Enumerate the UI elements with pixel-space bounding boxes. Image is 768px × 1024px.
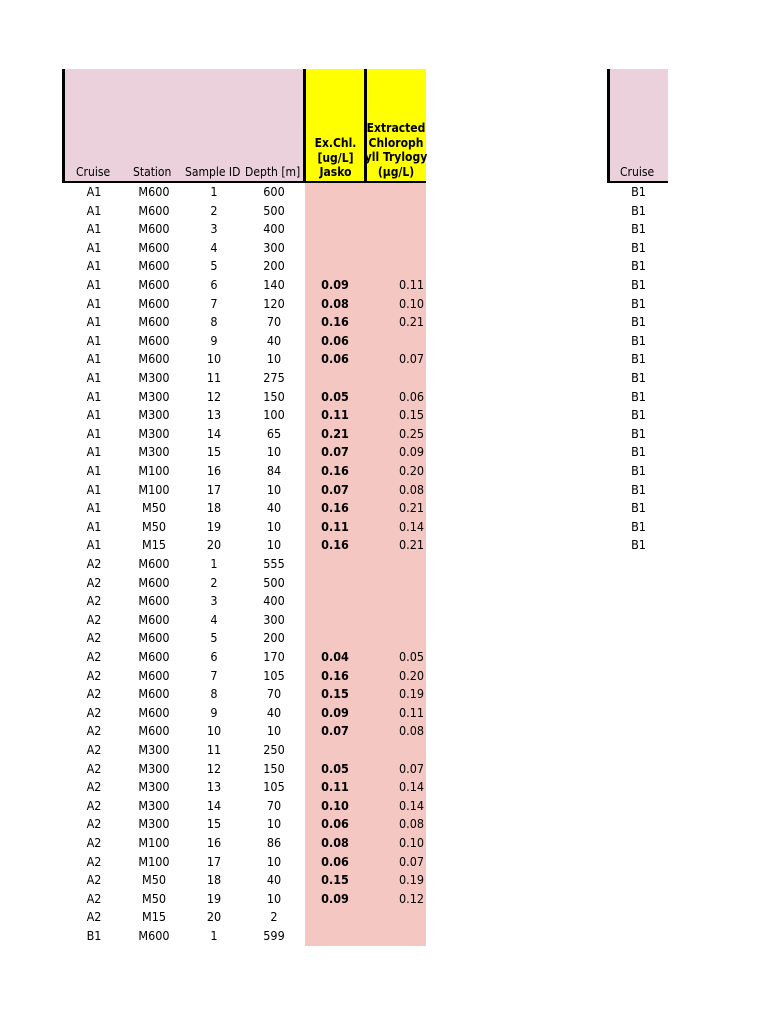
cell-depth: 120 [263, 295, 285, 311]
cell-station: M600 [138, 351, 170, 367]
cell-sample-id: 10 [206, 723, 222, 739]
cell-station: M600 [138, 239, 170, 255]
cell-station: M600 [138, 295, 170, 311]
right-cell-cruise: B1 [631, 239, 646, 255]
cell-extracted: 0.08 [398, 723, 424, 739]
right-cell-cruise: B1 [631, 518, 646, 534]
cell-station: M100 [138, 853, 170, 869]
cell-depth: 300 [263, 239, 285, 255]
cell-cruise: A2 [86, 723, 102, 739]
cell-station: M600 [138, 649, 170, 664]
cell-exchl [305, 592, 365, 611]
cell-cruise: A2 [86, 797, 102, 813]
cell-depth: 300 [263, 611, 285, 627]
cell-station: M600 [138, 928, 170, 943]
right-cell-cruise: B1 [631, 388, 646, 404]
cell-exchl: 0.15 [321, 686, 349, 702]
cell-station: M300 [138, 742, 170, 757]
header-extracted-line-1: Extracted [366, 121, 426, 135]
cell-exchl: 0.05 [321, 760, 349, 776]
cell-exchl: 0.09 [321, 277, 349, 292]
cell-exchl: 0.16 [321, 463, 349, 478]
cell-cruise: A2 [86, 872, 102, 888]
cell-sample-id: 3 [210, 221, 218, 237]
cell-sample-id: 20 [206, 537, 222, 553]
right-cell-cruise: B1 [631, 370, 646, 385]
cell-depth: 84 [266, 463, 282, 478]
cell-cruise: A2 [86, 630, 102, 646]
right-cell-cruise: B1 [631, 500, 646, 516]
cell-exchl [305, 611, 365, 630]
header-exchl-line-1: Ex.Chl. [314, 136, 357, 150]
cell-sample-id: 4 [210, 239, 218, 255]
cell-cruise: A2 [86, 760, 102, 776]
cell-cruise: A1 [86, 239, 102, 255]
cell-depth: 40 [266, 704, 282, 720]
cell-exchl [305, 574, 365, 593]
cell-sample-id: 13 [206, 779, 222, 795]
cell-cruise: A1 [86, 351, 102, 367]
cell-exchl: 0.11 [321, 779, 349, 795]
cell-station: M600 [138, 723, 170, 739]
cell-station: M600 [138, 630, 170, 646]
header-extracted-line-2: Chloroph [368, 135, 424, 150]
cell-cruise: A2 [86, 835, 102, 850]
cell-extracted [366, 202, 424, 221]
cell-extracted [366, 369, 424, 388]
cell-sample-id: 15 [206, 816, 222, 832]
cell-sample-id: 12 [206, 760, 222, 776]
cell-station: M600 [138, 556, 170, 571]
cell-exchl [305, 257, 365, 276]
cell-sample-id: 16 [206, 463, 222, 478]
cell-depth: 10 [266, 481, 282, 497]
cell-depth: 10 [266, 890, 282, 906]
cell-cruise: A1 [86, 332, 102, 348]
header-border-left [62, 69, 65, 183]
cell-extracted [366, 332, 424, 351]
cell-depth: 70 [266, 686, 282, 702]
right-cell-cruise: B1 [631, 351, 646, 367]
cell-cruise: A1 [86, 221, 102, 237]
cell-exchl: 0.07 [321, 481, 349, 497]
cell-cruise: A1 [86, 537, 102, 553]
cell-cruise: A1 [86, 500, 102, 516]
cell-extracted: 0.19 [398, 686, 424, 702]
cell-extracted: 0.10 [398, 295, 424, 311]
header-exchl [305, 136, 366, 180]
cell-depth: 105 [263, 667, 285, 683]
cell-cruise: A1 [86, 202, 102, 218]
cell-depth: 70 [266, 797, 282, 813]
cell-cruise: A2 [86, 742, 102, 757]
header-sample-id: Sample ID [185, 165, 241, 179]
header-border-right-left [607, 69, 610, 183]
cell-exchl: 0.06 [321, 853, 349, 869]
cell-extracted [366, 239, 424, 258]
cell-station: M300 [138, 816, 170, 832]
right-cell-cruise: B1 [631, 277, 646, 292]
cell-exchl: 0.10 [321, 797, 349, 813]
header-extracted-line-3: yll Trylogy [364, 150, 428, 164]
cell-extracted [366, 592, 424, 611]
cell-exchl: 0.21 [321, 425, 349, 441]
cell-exchl: 0.06 [321, 816, 349, 832]
cell-sample-id: 3 [210, 593, 218, 609]
cell-cruise: A2 [86, 649, 102, 664]
cell-cruise: A1 [86, 388, 102, 404]
cell-station: M300 [138, 779, 170, 795]
cell-station: M300 [138, 797, 170, 813]
cell-depth: 40 [266, 872, 282, 888]
cell-sample-id: 8 [210, 314, 218, 330]
cell-extracted: 0.21 [398, 537, 424, 553]
cell-station: M600 [138, 686, 170, 702]
cell-sample-id: 9 [210, 704, 218, 720]
cell-exchl [305, 629, 365, 648]
cell-exchl: 0.09 [321, 704, 349, 720]
cell-depth: 2 [270, 909, 278, 925]
cell-cruise: A1 [86, 518, 102, 534]
cell-exchl: 0.08 [321, 295, 349, 311]
right-cell-cruise: B1 [631, 295, 646, 311]
cell-exchl: 0.11 [321, 518, 349, 534]
cell-sample-id: 4 [210, 611, 218, 627]
cell-sample-id: 12 [206, 388, 222, 404]
cell-depth: 10 [266, 518, 282, 534]
cell-extracted: 0.07 [398, 760, 424, 776]
cell-sample-id: 10 [206, 351, 222, 367]
cell-station: M600 [138, 258, 170, 274]
right-cell-cruise: B1 [631, 314, 646, 330]
cell-exchl [305, 183, 365, 202]
cell-station: M600 [138, 184, 170, 199]
right-cell-cruise: B1 [631, 425, 646, 441]
cell-sample-id: 9 [210, 332, 218, 348]
cell-cruise: A2 [86, 667, 102, 683]
cell-cruise: B1 [86, 928, 102, 943]
header-depth: Depth [m] [245, 165, 301, 179]
cell-station: M300 [138, 444, 170, 460]
cell-station: M300 [138, 760, 170, 776]
cell-extracted: 0.09 [398, 444, 424, 460]
cell-extracted: 0.21 [398, 500, 424, 516]
header-cruise: Cruise [76, 165, 111, 179]
cell-extracted: 0.14 [398, 779, 424, 795]
cell-extracted: 0.06 [398, 388, 424, 404]
cell-cruise: A1 [86, 425, 102, 441]
cell-station: M300 [138, 425, 170, 441]
cell-sample-id: 11 [206, 370, 222, 385]
cell-cruise: A1 [86, 295, 102, 311]
cell-extracted [366, 629, 424, 648]
cell-extracted: 0.11 [398, 277, 424, 292]
cell-depth: 86 [266, 835, 282, 850]
cell-station: M100 [138, 481, 170, 497]
cell-sample-id: 1 [210, 928, 218, 943]
cell-depth: 10 [266, 853, 282, 869]
cell-exchl [305, 202, 365, 221]
cell-sample-id: 20 [206, 909, 222, 925]
cell-station: M300 [138, 370, 170, 385]
cell-depth: 500 [263, 202, 285, 218]
cell-depth: 250 [263, 742, 285, 757]
cell-sample-id: 1 [210, 184, 218, 199]
cell-extracted: 0.07 [398, 351, 424, 367]
cell-sample-id: 14 [206, 425, 222, 441]
cell-station: M600 [138, 611, 170, 627]
cell-extracted: 0.14 [398, 518, 424, 534]
cell-extracted [366, 741, 424, 760]
cell-cruise: A2 [86, 593, 102, 609]
header-station: Station [133, 165, 172, 179]
cell-depth: 140 [263, 277, 285, 292]
cell-exchl: 0.04 [321, 649, 349, 664]
cell-exchl [305, 369, 365, 388]
cell-extracted: 0.10 [398, 835, 424, 850]
cell-sample-id: 18 [206, 872, 222, 888]
cell-exchl: 0.05 [321, 388, 349, 404]
cell-station: M50 [141, 500, 166, 516]
cell-cruise: A2 [86, 890, 102, 906]
cell-extracted [366, 927, 424, 946]
cell-exchl: 0.07 [321, 723, 349, 739]
header-exchl-line-2: [ug/L] [317, 150, 354, 165]
cell-extracted [366, 257, 424, 276]
cell-extracted: 0.21 [398, 314, 424, 330]
cell-sample-id: 1 [210, 556, 218, 571]
cell-cruise: A1 [86, 314, 102, 330]
cell-cruise: A1 [86, 463, 102, 478]
cell-depth: 500 [263, 574, 285, 590]
cell-cruise: A1 [86, 184, 102, 199]
cell-extracted: 0.07 [398, 853, 424, 869]
cell-exchl [305, 927, 365, 946]
cell-station: M600 [138, 277, 170, 292]
cell-depth: 40 [266, 332, 282, 348]
cell-exchl: 0.06 [321, 351, 349, 367]
cell-extracted: 0.11 [398, 704, 424, 720]
cell-sample-id: 19 [206, 518, 222, 534]
cell-station: M300 [138, 388, 170, 404]
right-cell-cruise: B1 [631, 184, 646, 199]
header-extracted-chlorophyll [364, 121, 428, 179]
cell-cruise: A1 [86, 277, 102, 292]
cell-exchl: 0.16 [321, 500, 349, 516]
cell-sample-id: 5 [210, 630, 218, 646]
right-cell-cruise: B1 [631, 332, 646, 348]
cell-extracted: 0.14 [398, 797, 424, 813]
cell-sample-id: 19 [206, 890, 222, 906]
cell-station: M600 [138, 332, 170, 348]
cell-sample-id: 2 [210, 202, 218, 218]
cell-cruise: A2 [86, 779, 102, 795]
cell-depth: 10 [266, 444, 282, 460]
cell-exchl [305, 741, 365, 760]
cell-cruise: A2 [86, 611, 102, 627]
cell-extracted: 0.25 [398, 425, 424, 441]
cell-exchl [305, 239, 365, 258]
right-cell-cruise: B1 [631, 202, 646, 218]
cell-cruise: A1 [86, 370, 102, 385]
cell-sample-id: 8 [210, 686, 218, 702]
cell-depth: 65 [266, 425, 282, 441]
cell-sample-id: 15 [206, 444, 222, 460]
cell-sample-id: 16 [206, 835, 222, 850]
cell-sample-id: 17 [206, 853, 222, 869]
cell-depth: 70 [266, 314, 282, 330]
cell-extracted [366, 220, 424, 239]
cell-exchl: 0.16 [321, 314, 349, 330]
cell-depth: 555 [263, 556, 285, 571]
cell-station: M100 [138, 835, 170, 850]
right-cell-cruise: B1 [631, 258, 646, 274]
cell-station: M600 [138, 221, 170, 237]
header-right-cruise: Cruise [620, 165, 655, 179]
cell-extracted: 0.20 [398, 463, 424, 478]
cell-extracted [366, 908, 424, 927]
cell-sample-id: 6 [210, 277, 218, 292]
cell-station: M600 [138, 314, 170, 330]
cell-cruise: A1 [86, 481, 102, 497]
cell-depth: 150 [263, 388, 285, 404]
cell-depth: 599 [263, 928, 285, 943]
cell-exchl [305, 555, 365, 574]
cell-sample-id: 5 [210, 258, 218, 274]
cell-station: M600 [138, 574, 170, 590]
cell-extracted [366, 183, 424, 202]
cell-extracted [366, 611, 424, 630]
cell-sample-id: 18 [206, 500, 222, 516]
cell-sample-id: 17 [206, 481, 222, 497]
cell-station: M50 [141, 518, 166, 534]
header-extracted-line-4: (µg/L) [377, 164, 415, 179]
cell-exchl [305, 908, 365, 927]
cell-depth: 10 [266, 537, 282, 553]
right-cell-cruise: B1 [631, 537, 646, 553]
cell-exchl [305, 220, 365, 239]
cell-depth: 10 [266, 816, 282, 832]
cell-cruise: A1 [86, 258, 102, 274]
cell-depth: 200 [263, 630, 285, 646]
cell-depth: 40 [266, 500, 282, 516]
right-cell-cruise: B1 [631, 481, 646, 497]
cell-sample-id: 6 [210, 649, 218, 664]
cell-depth: 10 [266, 351, 282, 367]
cell-sample-id: 11 [206, 742, 222, 757]
cell-exchl: 0.07 [321, 444, 349, 460]
cell-depth: 600 [263, 184, 285, 199]
cell-cruise: A2 [86, 574, 102, 590]
cell-sample-id: 14 [206, 797, 222, 813]
header-exchl-line-3: Jasko [319, 165, 352, 179]
cell-cruise: A1 [86, 407, 102, 423]
cell-station: M15 [141, 537, 166, 553]
cell-cruise: A1 [86, 444, 102, 460]
cell-exchl: 0.15 [321, 872, 349, 888]
cell-depth: 400 [263, 221, 285, 237]
cell-station: M50 [141, 890, 166, 906]
cell-sample-id: 13 [206, 407, 222, 423]
cell-station: M300 [138, 407, 170, 423]
cell-exchl: 0.16 [321, 667, 349, 683]
cell-station: M600 [138, 704, 170, 720]
cell-depth: 275 [263, 370, 285, 385]
cell-station: M600 [138, 593, 170, 609]
cell-extracted: 0.08 [398, 481, 424, 497]
cell-cruise: A2 [86, 686, 102, 702]
cell-extracted [366, 574, 424, 593]
cell-depth: 10 [266, 723, 282, 739]
cell-station: M50 [141, 872, 166, 888]
right-cell-cruise: B1 [631, 444, 646, 460]
cell-depth: 200 [263, 258, 285, 274]
cell-extracted: 0.05 [398, 649, 424, 664]
cell-depth: 400 [263, 593, 285, 609]
cell-cruise: A2 [86, 853, 102, 869]
cell-exchl: 0.11 [321, 407, 349, 423]
cell-extracted: 0.08 [398, 816, 424, 832]
right-cell-cruise: B1 [631, 463, 646, 478]
cell-sample-id: 2 [210, 574, 218, 590]
cell-sample-id: 7 [210, 295, 218, 311]
cell-cruise: A2 [86, 909, 102, 925]
cell-station: M100 [138, 463, 170, 478]
right-cell-cruise: B1 [631, 407, 646, 423]
cell-extracted [366, 555, 424, 574]
cell-extracted: 0.19 [398, 872, 424, 888]
cell-depth: 170 [263, 649, 285, 664]
cell-exchl: 0.09 [321, 890, 349, 906]
cell-extracted: 0.20 [398, 667, 424, 683]
right-cell-cruise: B1 [631, 221, 646, 237]
cell-sample-id: 7 [210, 667, 218, 683]
cell-depth: 105 [263, 779, 285, 795]
cell-depth: 150 [263, 760, 285, 776]
cell-cruise: A2 [86, 816, 102, 832]
cell-extracted: 0.12 [398, 890, 424, 906]
cell-exchl: 0.16 [321, 537, 349, 553]
cell-depth: 100 [263, 407, 285, 423]
cell-extracted: 0.15 [398, 407, 424, 423]
cell-station: M600 [138, 202, 170, 218]
cell-station: M15 [141, 909, 166, 925]
cell-cruise: A2 [86, 704, 102, 720]
cell-exchl: 0.08 [321, 835, 349, 850]
cell-station: M600 [138, 667, 170, 683]
cell-cruise: A2 [86, 556, 102, 571]
cell-exchl: 0.06 [321, 332, 349, 348]
